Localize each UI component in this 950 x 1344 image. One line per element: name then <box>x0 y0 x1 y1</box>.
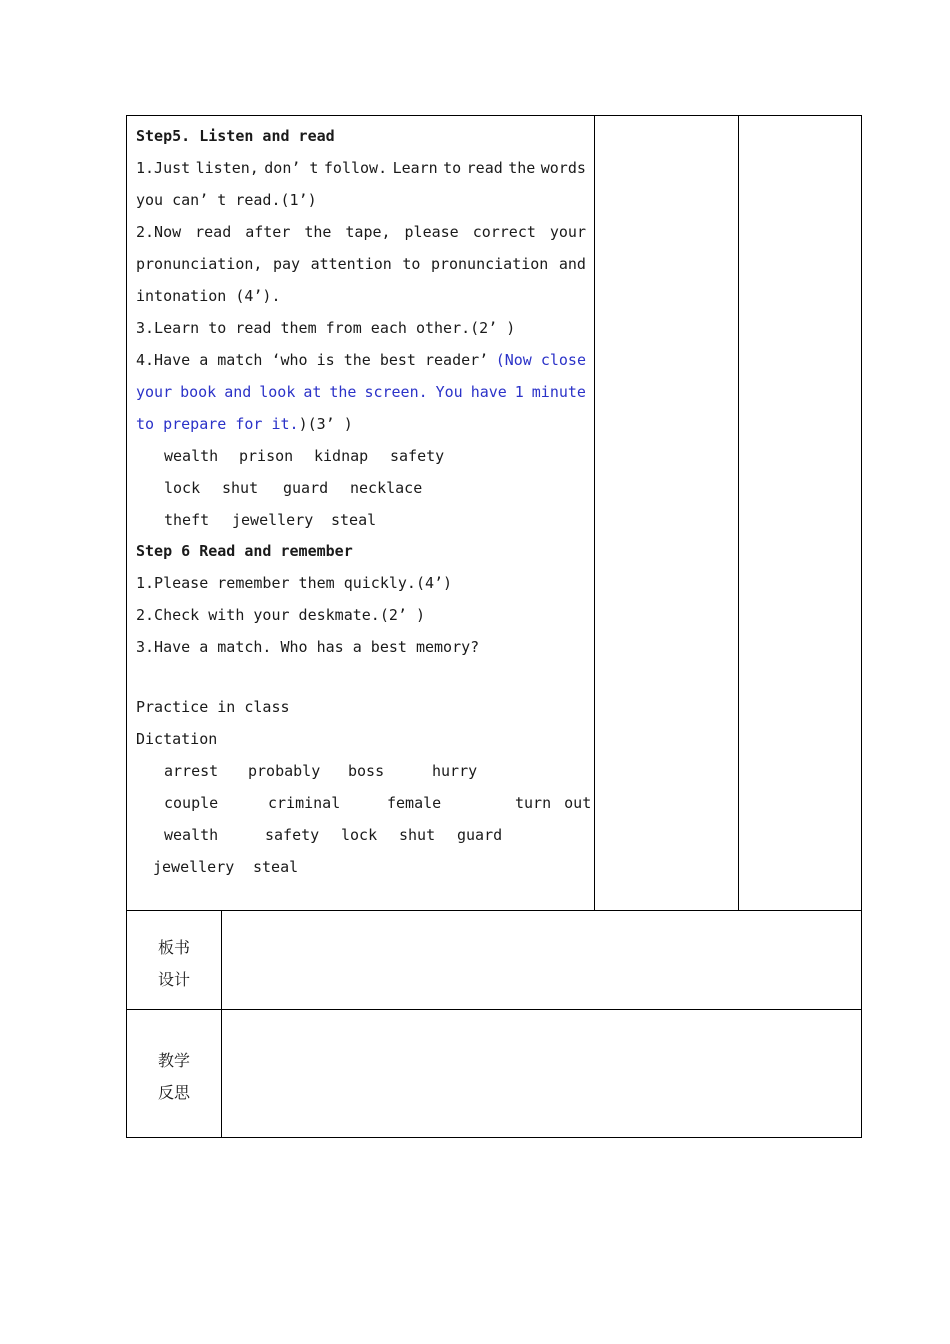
dictation-word: probably <box>248 762 321 780</box>
dictation-word: jewellery <box>153 858 235 876</box>
step5-item4-line1-instruction: (Now close <box>495 351 586 369</box>
step5-item1-line1: 1.Just listen, don’ t follow. Learn to read the words <box>136 159 586 177</box>
reflection-label-1: 教学 <box>158 1051 191 1070</box>
word-prison: prison <box>239 447 294 465</box>
step5-item4-line3-instruction: to prepare for it. <box>136 415 299 433</box>
step5-item4-line1 <box>136 350 586 370</box>
practice-title: Practice in class <box>136 698 290 716</box>
dictation-word: wealth <box>164 826 219 844</box>
word-theft: theft <box>164 511 210 529</box>
board-design-label-2: 设计 <box>158 970 191 989</box>
column-divider-1 <box>594 115 595 911</box>
dictation-word: lock <box>341 826 378 844</box>
table-border-bottom <box>126 1137 862 1138</box>
step6-heading: Step 6 Read and remember <box>136 542 353 560</box>
step5-item1-line2: you can’ t read.(1’) <box>136 191 317 209</box>
step5-heading: Step5. Listen and read <box>136 127 335 145</box>
dictation-title: Dictation <box>136 730 218 748</box>
word-kidnap: kidnap <box>314 447 369 465</box>
step5-item2-line1: 2.Now read after the tape, please correct your <box>136 223 586 241</box>
dictation-word: turn out <box>515 794 592 812</box>
row-divider-1 <box>126 910 862 911</box>
word-shut: shut <box>222 479 259 497</box>
step6-item1: 1.Please remember them quickly.(4’) <box>136 574 453 592</box>
word-wealth: wealth <box>164 447 219 465</box>
dictation-word: hurry <box>432 762 478 780</box>
dictation-word: arrest <box>164 762 219 780</box>
step5-item3: 3.Learn to read them from each other.(2’ ) <box>136 319 516 337</box>
dictation-word: boss <box>348 762 385 780</box>
dictation-word: female <box>387 794 442 812</box>
dictation-word: shut <box>399 826 436 844</box>
dictation-word: guard <box>457 826 503 844</box>
table-border-top <box>126 115 862 116</box>
word-lock: lock <box>164 479 201 497</box>
step6-item3: 3.Have a match. Who has a best memory? <box>136 638 480 656</box>
word-necklace: necklace <box>350 479 423 497</box>
row-divider-2 <box>126 1009 862 1010</box>
table-border-right <box>861 115 862 1138</box>
step5-item2-line2: pronunciation, pay attention to pronunciation and <box>136 255 586 273</box>
dictation-word: safety <box>265 826 320 844</box>
word-guard: guard <box>283 479 329 497</box>
word-safety: safety <box>390 447 445 465</box>
step6-item2: 2.Check with your deskmate.(2’ ) <box>136 606 425 624</box>
step5-item2-line3: intonation (4’). <box>136 287 281 305</box>
column-divider-2 <box>738 115 739 911</box>
word-jewellery: jewellery <box>232 511 314 529</box>
step5-item4-line3 <box>136 414 353 434</box>
board-design-label-1: 板书 <box>158 938 191 957</box>
table-border-left <box>126 115 127 1138</box>
step5-item4-line3-points: )(3’ ) <box>298 415 353 433</box>
dictation-word: couple <box>164 794 219 812</box>
dictation-word: steal <box>253 858 299 876</box>
word-steal: steal <box>331 511 377 529</box>
step5-item4-line2: your book and look at the screen. You have 1 minute <box>136 383 586 401</box>
label-column-divider <box>221 910 222 1138</box>
step5-item4-line1-text: 4.Have a match ‘who is the best reader’ <box>136 351 489 369</box>
reflection-label-2: 反思 <box>158 1083 191 1102</box>
dictation-word: criminal <box>268 794 341 812</box>
